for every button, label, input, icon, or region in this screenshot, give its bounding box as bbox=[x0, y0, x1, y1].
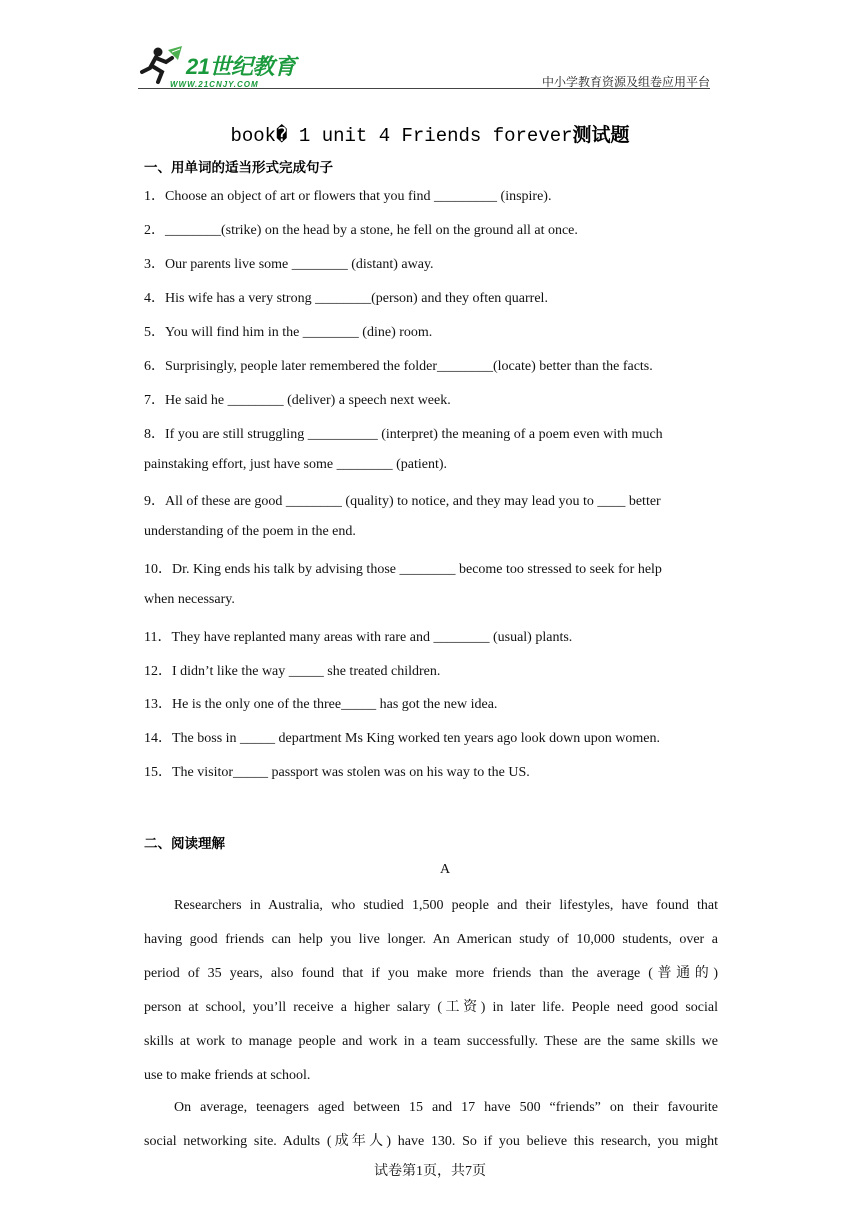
passage-line: Researchers in Australia, who studied 1,500 people and their lifestyles, have found that bbox=[174, 898, 718, 913]
logo bbox=[138, 46, 338, 88]
question-line: 6．Surprisingly, people later remembered the folder________(locate) better than the facts. bbox=[144, 359, 653, 374]
passage-paragraph-2 bbox=[144, 1098, 718, 1166]
question-line: 8．If you are still struggling __________ (interpret) the meaning of a poem even with much bbox=[144, 427, 663, 442]
question-line: 4．His wife has a very strong ________(person) and they often quarrel. bbox=[144, 291, 548, 306]
question-line: 1．Choose an object of art or flowers that you find _________ (inspire). bbox=[144, 189, 552, 204]
question-line: 3．Our parents live some ________ (distant) away. bbox=[144, 257, 434, 272]
passage-line: use to make friends at school. bbox=[144, 1068, 311, 1083]
passage-label: A bbox=[439, 862, 451, 877]
title-suffix: 测试题 bbox=[572, 124, 630, 146]
question-line: painstaking effort, just have some ________ (patient). bbox=[144, 457, 448, 472]
question-line: 14．The boss in _____ department Ms King worked ten years ago look down upon women. bbox=[144, 731, 660, 746]
question-line: 2．________(strike) on the head by a stone, he fell on the ground all at once. bbox=[144, 223, 578, 238]
passage-line: social networking site. Adults (成年人) have 130. So if you believe this research, you might bbox=[144, 1134, 718, 1149]
logo-text: 21世纪教育 bbox=[186, 54, 296, 79]
page-footer: 试卷第1页，共7页 bbox=[374, 1164, 486, 1179]
passage-line: having good friends can help you live longer. An American study of 10,000 students, over a bbox=[144, 932, 718, 947]
section1-heading: 一、用单词的适当形式完成句子 bbox=[144, 160, 333, 176]
section2-heading: 二、阅读理解 bbox=[144, 836, 225, 852]
header-divider bbox=[138, 88, 710, 89]
question-line: 9．All of these are good ________ (quality) to notice, and they may lead you to ____ better bbox=[144, 494, 661, 509]
question-line: 15．The visitor_____ passport was stolen was on his way to the US. bbox=[144, 765, 530, 780]
passage-line: On average, teenagers aged between 15 and 17 have 500 “friends” on their favourite bbox=[174, 1100, 718, 1115]
page-header bbox=[138, 40, 710, 90]
passage-line: period of 35 years, also found that if you make more friends than the average (普通的) bbox=[144, 966, 718, 981]
logo-url: WWW.21CNJY.COM bbox=[170, 80, 259, 89]
question-line: 7．He said he ________ (deliver) a speech next week. bbox=[144, 393, 451, 408]
question-line: 13．He is the only one of the three_____ has got the new idea. bbox=[144, 697, 498, 712]
question-line: when necessary. bbox=[144, 592, 235, 607]
question-line: understanding of the poem in the end. bbox=[144, 524, 356, 539]
question-line: 10．Dr. King ends his talk by advising those ________ become too stressed to seek for help bbox=[144, 562, 662, 577]
passage-line: skills at work to manage people and work in a team successfully. These are the same skills we bbox=[144, 1034, 718, 1049]
page-title bbox=[0, 120, 860, 147]
question-line: 11．They have replanted many areas with rare and ________ (usual) plants. bbox=[144, 630, 573, 645]
title-prefix: book� 1 unit 4 Friends forever bbox=[230, 125, 573, 147]
question-line: 12．I didn’t like the way _____ she treated children. bbox=[144, 664, 441, 679]
platform-label: 中小学教育资源及组卷应用平台 bbox=[541, 75, 710, 89]
passage-line: person at school, you’ll receive a higher salary (工资) in later life. People need good social bbox=[144, 1000, 718, 1015]
question-line: 5．You will find him in the ________ (dine) room. bbox=[144, 325, 433, 340]
passage-paragraph-1 bbox=[144, 896, 718, 1100]
